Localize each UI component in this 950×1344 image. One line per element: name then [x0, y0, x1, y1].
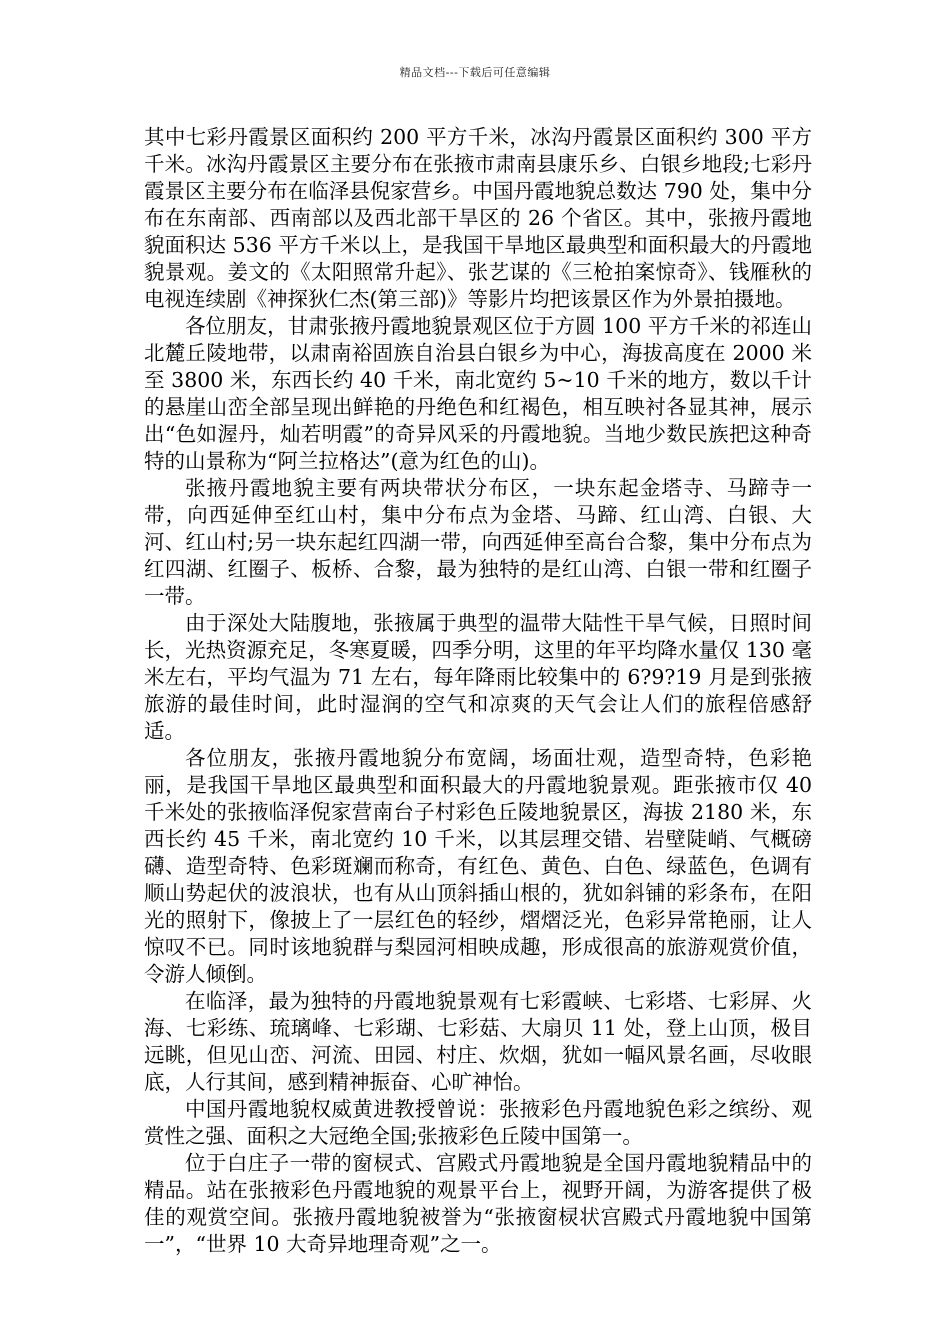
paragraph-climate: 由于深处大陆腹地，张掖属于典型的温带大陆性干旱气候，日照时间长，光热资源充足，冬寒夏暖，四季分明，这里的年平均降水量仅 130 毫米左右，平均气温为 71 左右，每年降雨比较集中的 6?9?19 月是到张掖旅游的最佳时间，此时湿润的空气和凉爽的天气会让人们的旅程倍感舒适。	[144, 611, 812, 743]
paragraph-landscape-features: 各位朋友，张掖丹霞地貌分布宽阔，场面壮观，造型奇特，色彩艳丽，是我国干旱地区最典型和面积最大的丹霞地貌景观。距张掖市仅 40 千米处的张掖临泽倪家营南台子村彩色丘陵地貌景区，海拔 2180 米，东西长约 45 千米，南北宽约 10 千米，以其层理交错、岩壁陡峭、气概磅礴、造型奇特、色彩斑斓而称奇，有红色、黄色、白色、绿蓝色，色调有顺山势起伏的波浪状，也有从山顶斜插山根的，犹如斜铺的彩条布，在阳光的照射下，像披上了一层红色的轻纱，熠熠泛光，色彩异常艳丽，让人惊叹不已。同时该地貌群与梨园河相映成趣，形成很高的旅游观赏价值，令游人倾倒。	[144, 746, 812, 986]
paragraph-expert-quote: 中国丹霞地貌权威黄进教授曾说：张掖彩色丹霞地貌色彩之缤纷、观赏性之强、面积之大冠绝全国;张掖彩色丘陵中国第一。	[144, 1097, 812, 1148]
paragraph-distribution-zones: 张掖丹霞地貌主要有两块带状分布区，一块东起金塔寺、马蹄寺一带，向西延伸至红山村，集中分布点为金塔、马蹄、红山湾、白银、大河、红山村;另一块东起红四湖一带，向西延伸至高台合黎，集中分布点为红四湖、红圈子、板桥、合黎，最为独特的是红山湾、白银一带和红圈子一带。	[144, 476, 812, 608]
paragraph-linze-attractions: 在临泽，最为独特的丹霞地貌景观有七彩霞峡、七彩塔、七彩屏、火海、七彩练、琉璃峰、七彩瑚、七彩菇、大扇贝 11 处，登上山顶，极目远眺，但见山峦、河流、田园、村庄、炊烟，犹如一幅风景名画，尽收眼底，人行其间，感到精神振奋、心旷神怡。	[144, 989, 812, 1094]
page-header-note: 精品文档---下载后可任意编辑	[399, 66, 551, 79]
document-body	[144, 124, 812, 1258]
paragraph-palace-style-landform: 位于白庄子一带的窗棂式、宫殿式丹霞地貌是全国丹霞地貌精品中的精品。站在张掖彩色丹霞地貌的观景平台上，视野开阔，为游客提供了极佳的观赏空间。张掖丹霞地貌被誉为“张掖窗棂状宫殿式丹霞地貌中国第一”，“世界 10 大奇异地理奇观”之一。	[144, 1151, 812, 1256]
paragraph-scenic-area-overview: 其中七彩丹霞景区面积约 200 平方千米，冰沟丹霞景区面积约 300 平方千米。冰沟丹霞景区主要分布在张掖市肃南县康乐乡、白银乡地段;七彩丹霞景区主要分布在临泽县倪家营乡。中国丹霞地貌总数达 790 处，集中分布在东南部、西南部以及西北部干旱区的 26 个省区。其中，张掖丹霞地貌面积达 536 平方千米以上，是我国干旱地区最典型和面积最大的丹霞地貌景观。姜文的《太阳照常升起》、张艺谋的《三枪拍案惊奇》、钱雁秋的电视连续剧《神探狄仁杰(第三部)》等影片均把该景区作为外景拍摄地。	[144, 125, 812, 311]
paragraph-location-description: 各位朋友，甘肃张掖丹霞地貌景观区位于方圆 100 平方千米的祁连山北麓丘陵地带，以肃南裕固族自治县白银乡为中心，海拔高度在 2000 米至 3800 米，东西长约 40 千米，南北宽约 5~10 千米的地方，数以千计的悬崖山峦全部呈现出鲜艳的丹绝色和红褐色，相互映衬各显其神，展示出“色如渥丹，灿若明霞”的奇异风采的丹霞地貌。当地少数民族把这种奇特的山景称为“阿兰拉格达”(意为红色的山)。	[144, 314, 812, 473]
